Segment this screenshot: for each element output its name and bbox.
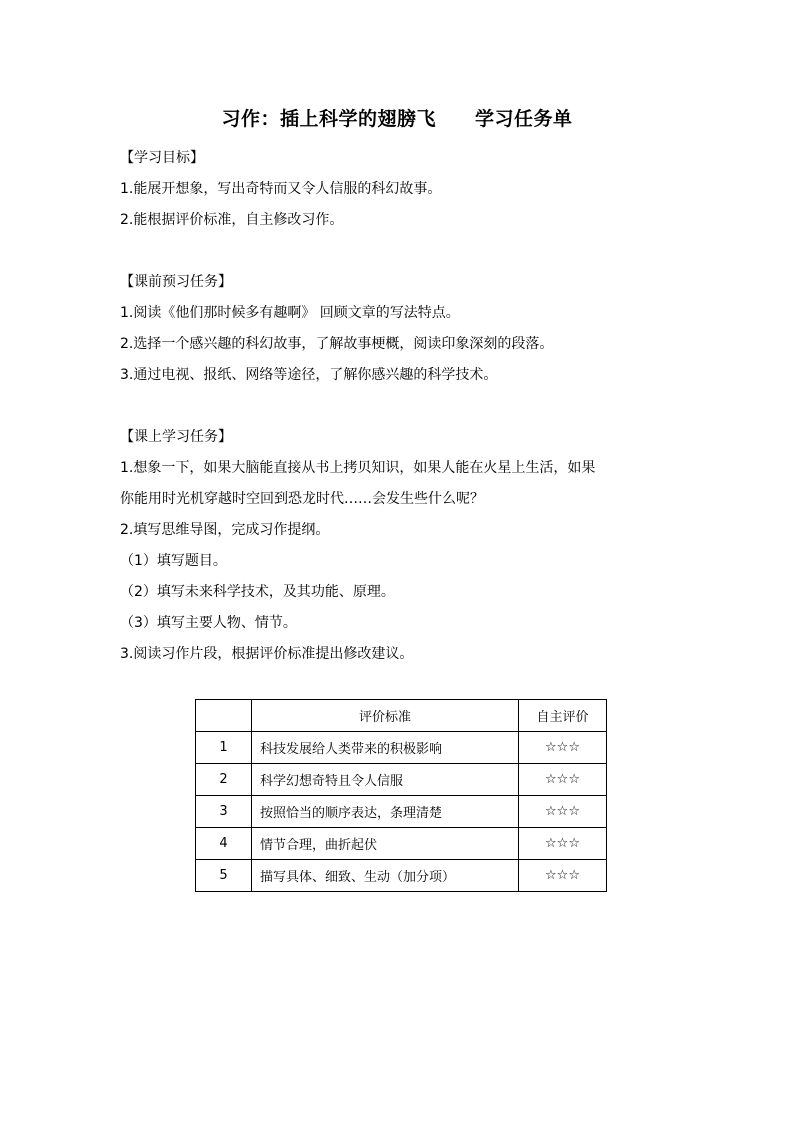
class-sub-item-1: （1）填写题目。 xyxy=(120,553,227,569)
row-criterion: 科技发展给人类带来的积极影响 xyxy=(252,732,519,764)
class-sub-item-3: （3）填写主要人物、情节。 xyxy=(120,615,297,631)
page-title: 习作：插上科学的翅膀飞 学习任务单 xyxy=(221,108,573,130)
row-criterion: 科学幻想奇特且令人信服 xyxy=(252,764,519,796)
row-number: 3 xyxy=(196,796,252,828)
header-self-eval: 自主评价 xyxy=(519,700,607,732)
class-item-3: 3.阅读习作片段，根据评价标准提出修改建议。 xyxy=(120,646,414,662)
table-row xyxy=(196,732,607,764)
star-rating[interactable]: ☆☆☆ xyxy=(519,732,607,764)
class-heading: 【课上学习任务】 xyxy=(120,429,232,445)
table-row xyxy=(196,764,607,796)
row-number: 4 xyxy=(196,828,252,860)
table-row xyxy=(196,796,607,828)
row-criterion: 描写具体、细致、生动（加分项） xyxy=(252,860,519,892)
evaluation-table xyxy=(195,699,607,892)
class-sub-item-2: （2）填写未来科学技术，及其功能、原理。 xyxy=(120,584,395,600)
section-spacer xyxy=(120,236,680,267)
goals-heading: 【学习目标】 xyxy=(120,150,204,166)
header-number xyxy=(196,700,252,732)
preview-item-2: 2.选择一个感兴趣的科幻故事，了解故事梗概，阅读印象深刻的段落。 xyxy=(120,336,554,352)
class-item-2: 2.填写思维导图，完成习作提纲。 xyxy=(120,522,330,538)
table-header-row xyxy=(196,700,607,732)
star-rating[interactable]: ☆☆☆ xyxy=(519,828,607,860)
row-criterion: 情节合理，曲折起伏 xyxy=(252,828,519,860)
row-number: 2 xyxy=(196,764,252,796)
preview-item-3: 3.通过电视、报纸、网络等途径，了解你感兴趣的科学技术。 xyxy=(120,367,498,383)
goal-item-2: 2.能根据评价标准，自主修改习作。 xyxy=(120,212,344,228)
class-item-1-line-2: 你能用时光机穿越时空回到恐龙时代……会发生些什么呢？ xyxy=(120,491,484,507)
star-rating[interactable]: ☆☆☆ xyxy=(519,796,607,828)
star-rating[interactable]: ☆☆☆ xyxy=(519,860,607,892)
goal-item-1: 1.能展开想象，写出奇特而又令人信服的科幻故事。 xyxy=(120,181,442,197)
row-number: 1 xyxy=(196,732,252,764)
class-item-1-line-1: 1.想象一下，如果大脑能直接从书上拷贝知识，如果人能在火星上生活，如果 xyxy=(120,460,596,476)
star-rating[interactable]: ☆☆☆ xyxy=(519,764,607,796)
row-criterion: 按照恰当的顺序表达，条理清楚 xyxy=(252,796,519,828)
row-number: 5 xyxy=(196,860,252,892)
table-row xyxy=(196,860,607,892)
preview-heading: 【课前预习任务】 xyxy=(120,274,232,290)
section-spacer xyxy=(120,391,680,422)
header-criterion: 评价标准 xyxy=(252,700,519,732)
preview-item-1: 1.阅读《他们那时候多有趣啊》 回顾文章的写法特点。 xyxy=(120,305,460,321)
worksheet-content xyxy=(120,143,680,670)
table-row xyxy=(196,828,607,860)
